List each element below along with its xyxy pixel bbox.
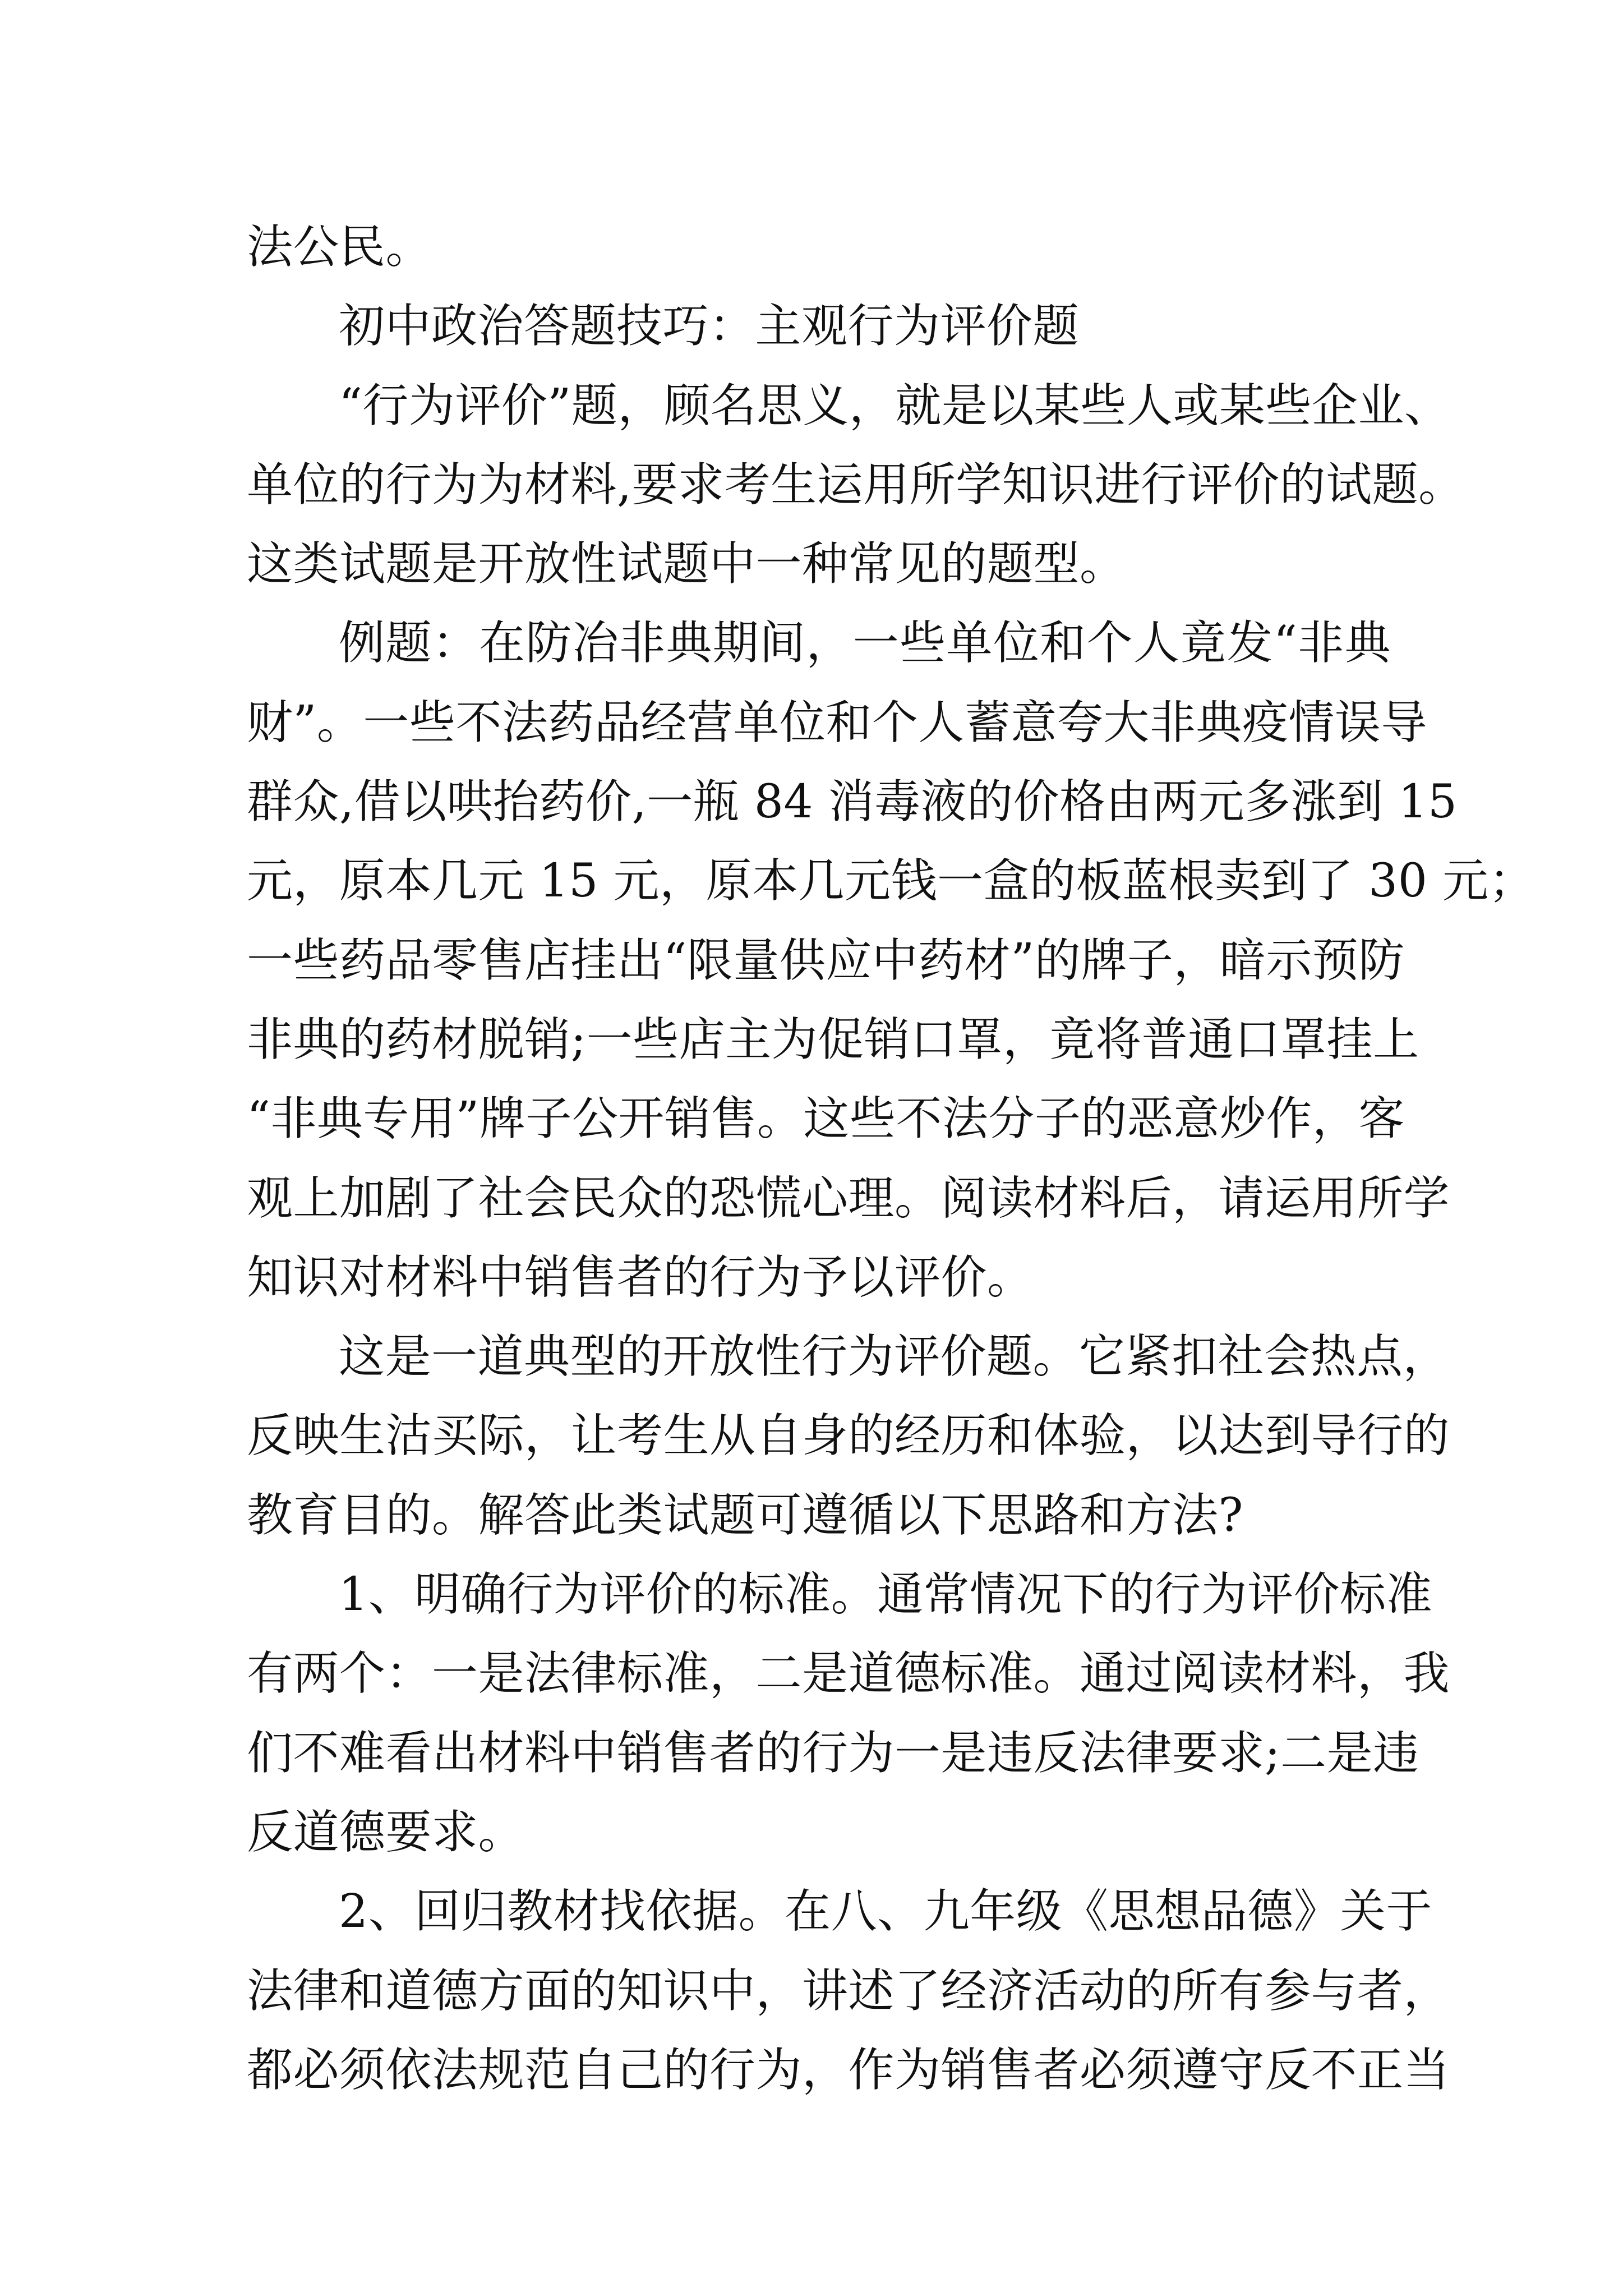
text-line: 例题：在防冶非典期间，一些单位和个人竟发“非典 [339, 616, 1391, 670]
text-line: 1、明确行为评价的标准。通常情况下的行为评价标准 [339, 1568, 1433, 1622]
text-line: “行为评价”题，顾名思义，就是以某些人或某些企业、 [339, 379, 1451, 432]
text-line: 这是一道典型的开放性行为评价题。它紧扣社会热点， [339, 1330, 1450, 1384]
text-line: 非典的药材脱销;一些店主为促销口罩，竟将普通口罩挂上 [247, 1013, 1419, 1066]
text-line: 法律和道德方面的知识中，讲述了经济活动的所有参与者， [247, 1964, 1450, 2018]
text-line: 教育目的。解答此类试题可遵循以下思路和方法? [247, 1488, 1243, 1542]
text-line: 群众,借以哄抬药价,一瓶 84 消毒液的价格由两元多涨到 15 [247, 775, 1458, 829]
text-line: 有两个：一是法律标准，二是道德标准。通过阅读材料，我 [247, 1647, 1450, 1701]
text-line: 财”。一些不法药品经营单位和个人蓄意夸大非典疫情误导 [247, 696, 1427, 749]
text-line: 2、回归教材找依据。在八、九年级《思想品德》关于 [339, 1885, 1433, 1939]
text-line: 元，原本几元 15 元，原本几元钱一盒的板蓝根卖到了 30 元； [247, 854, 1535, 908]
text-line: 观上加剧了社会民众的恐慌心理。阅读材料后，请运用所学 [247, 1171, 1450, 1225]
text-line: 一些药品零售店挂出“限量供应中药材”的牌子，暗示预防 [247, 933, 1405, 987]
text-line: 反映生沽买际，让考生从自身的经历和体验，以达到导行的 [247, 1409, 1450, 1463]
document-body [247, 208, 1535, 2110]
text-line: 单位的行为为材料,要求考生运用所学知识进行评价的试题。 [247, 458, 1465, 512]
text-line: 反道德要求。 [247, 1805, 525, 1859]
text-line: 们不难看出材料中销售者的行为一是违反法律要求;二是违 [247, 1726, 1419, 1780]
text-line: “非典专用”牌子公开销售。这些不法分子的恶意炒作，客 [247, 1092, 1405, 1146]
text-line: 法公民。 [247, 220, 432, 274]
text-line: 知识对材料中销售者的行为予以评价。 [247, 1250, 1034, 1304]
text-line: 这类试题是开放性试题中一种常见的题型。 [247, 537, 1126, 591]
text-line: 初中政治答题技巧：主观行为评价题 [339, 300, 1080, 353]
text-line: 都必须依法规范自己的行为，作为销售者必须遵守反不正当 [247, 2043, 1450, 2097]
